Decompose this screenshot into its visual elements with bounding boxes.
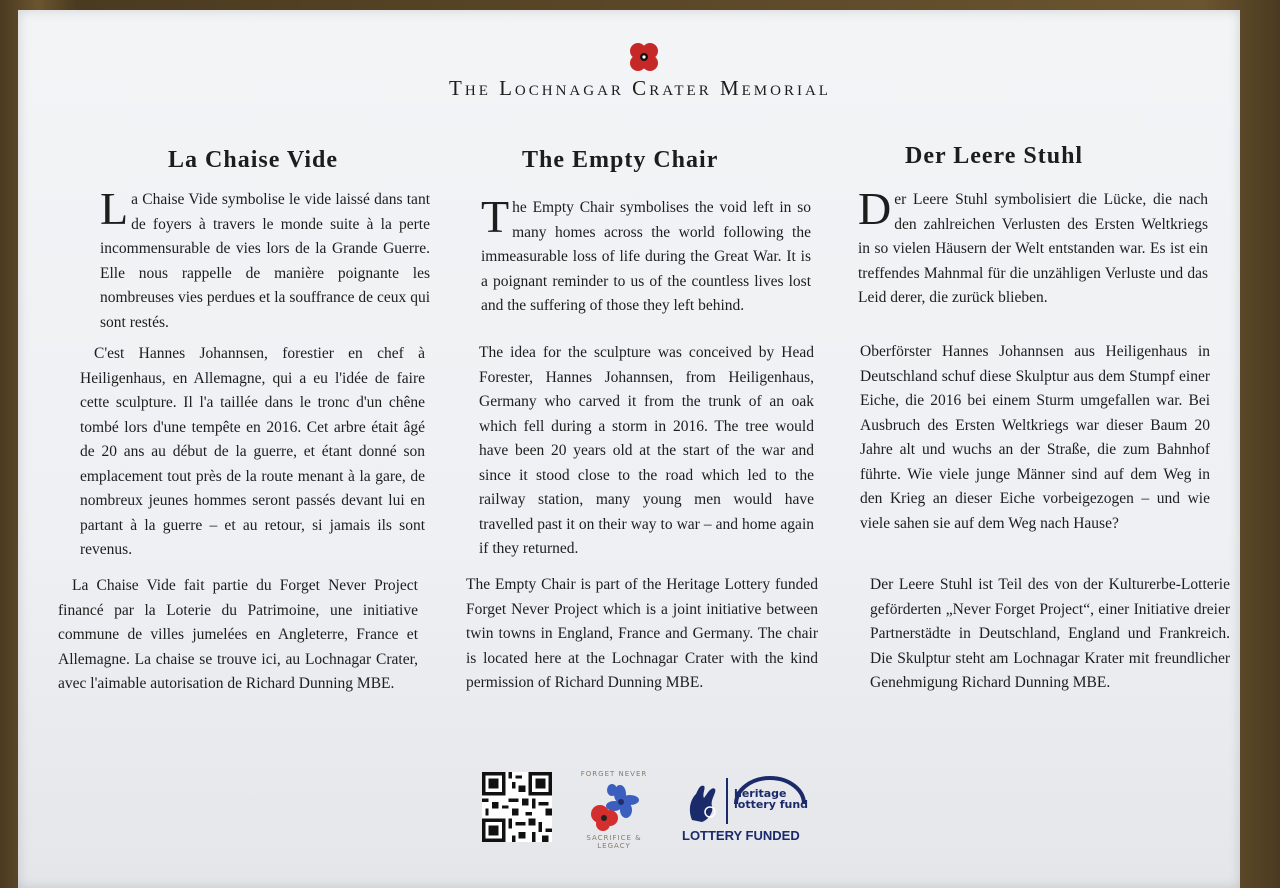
paragraph-3: Der Leere Stuhl ist Teil des von der Kulturerbe-Lotterie geförderten „Never Forget Project“, einer Initiative dreier Partnerstädte in Deutschland, England und Frankreich. Die Skulptur steht am Lochnagar Krater mit freundlicher Genehmigung Richard Dunning MBE.	[870, 576, 1230, 691]
forget-never-logo	[578, 770, 650, 850]
column-title: Der Leere Stuhl	[905, 143, 1084, 169]
heritage-lottery-text: heritage lottery fund	[734, 787, 809, 811]
sacrifice-legacy-text: SACRIFICE & LEGACY	[586, 834, 642, 850]
heritage-lottery-logo	[680, 774, 810, 848]
drop-cap: D	[858, 183, 892, 234]
paragraph-2: The idea for the sculpture was conceived by Head Forester, Hannes Johannsen, from Heiligenhaus, Germany who carved it from the trunk of an oak which fell during a storm in 2016. The tree would have been 20 years old at the start of the war and since it stood close to the road which led to the railway station, many young men would have travelled past it on their way to war – and home again if they returned.	[479, 344, 814, 557]
forget-never-flowers-icon	[586, 780, 642, 832]
page-title: The Lochnagar Crater Memorial	[449, 76, 831, 100]
paragraph-text: a Chaise Vide symbolise le vide laissé dans tant de foyers à travers le monde suite à la perte incommensurable de vies lors de la Grande Guerre. Elle nous rappelle de manière poignante les nombreuses vies perdues et la souffrance de ceux qui sont restés.	[100, 191, 430, 331]
paragraph-1	[481, 191, 811, 319]
lottery-crossed-fingers-icon	[682, 780, 726, 824]
logo-divider	[726, 778, 728, 824]
paragraph-3: The Empty Chair is part of the Heritage Lottery funded Forget Never Project which is a joint initiative between twin towns in England, France and Germany. The chair is located here at the Lochnagar Crater with the kind permission of Richard Dunning MBE.	[466, 576, 818, 691]
drop-cap: L	[100, 183, 129, 234]
paragraph-2: C'est Hannes Johannsen, forestier en chef à Heiligenhaus, en Allemagne, qui a eu l'idée de faire cette sculpture. Il l'a taillée dans le tronc d'un chêne tombé lors d'une tempête en 2016. Cet arbre était âgé de 20 ans au début de la guerre, et étant donné son emplacement tout près de la route menant à la gare, de nombreux jeunes hommes seront passés devant lui en partant à la guerre – et au retour, si jamais ils sont revenus.	[80, 345, 425, 558]
paragraph-1	[100, 183, 430, 335]
qr-code-icon[interactable]	[482, 772, 552, 842]
column-title: The Empty Chair	[522, 147, 719, 173]
forget-never-text: FORGET NEVER	[580, 770, 648, 778]
drop-cap: T	[481, 191, 510, 242]
paragraph-text: he Empty Chair symbolises the void left in so many homes across the world following the immeasurable loss of life during the Great War. It is a poignant reminder to us of the countless lives lost and the suffering of those they left behind.	[481, 199, 811, 314]
paragraph-2: Oberförster Hannes Johannsen aus Heiligenhaus in Deutschland schuf diese Skulptur aus dem Stumpf einer Eiche, die 2016 bei einem Sturm umgefallen war. Bei Ausbruch des Ersten Weltkriegs war dieser Baum 20 Jahre alt und wuchs an der Straße, die zum Bahnhof führte. Wie viele junge Männer sind auf dem Weg in den Krieg an dieser Eiche vorbeigezogen – und wie viele sahen sie auf dem Weg nach Hause?	[860, 343, 1210, 532]
column-title: La Chaise Vide	[168, 147, 339, 173]
paragraph-1	[858, 183, 1208, 311]
paragraph-3: La Chaise Vide fait partie du Forget Never Project financé par la Loterie du Patrimoine, une initiative commune de villes jumelées en Angleterre, France et Allemagne. La chaise se trouve ici, au Lochnagar Crater, avec l'aimable autorisation de Richard Dunning MBE.	[58, 577, 418, 692]
paragraph-text: er Leere Stuhl symbolisiert die Lücke, die nach den zahlreichen Verlusten des Ersten Weltkriegs in so vielen Häusern der Welt entstanden war. Es ist ein treffendes Mahnmal für die unzähligen Verluste und das Leid derer, die zurück blieben.	[858, 191, 1208, 306]
sponsor-logos	[480, 770, 820, 850]
poppy-icon	[627, 40, 661, 74]
lottery-funded-text: LOTTERY FUNDED	[682, 828, 800, 843]
